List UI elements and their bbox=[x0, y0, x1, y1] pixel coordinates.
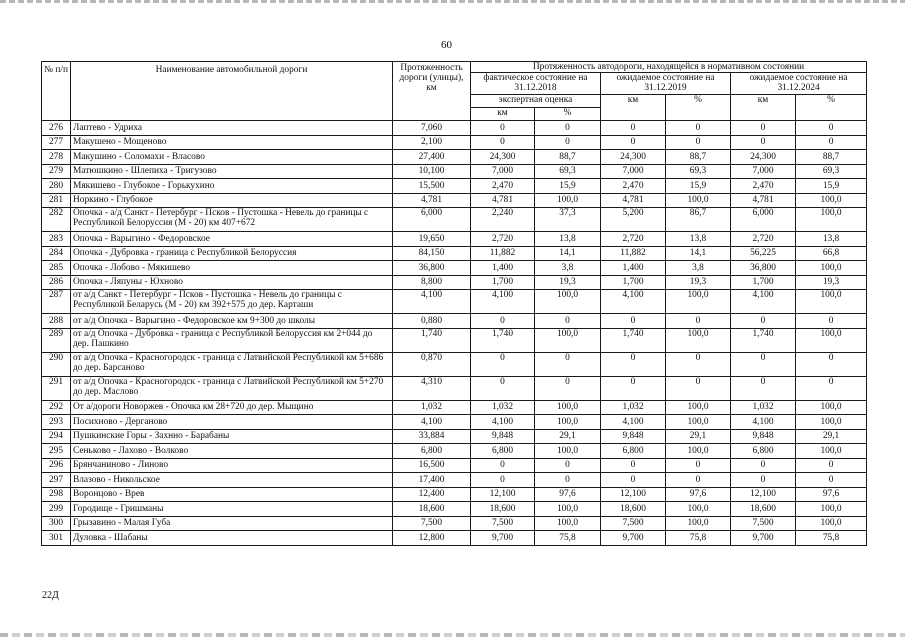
expected-2019-pct: 19,3 bbox=[666, 275, 731, 290]
actual-2018-pct: 88,7 bbox=[535, 150, 601, 165]
header-num: № п/п bbox=[42, 62, 71, 121]
expected-2019-pct: 0 bbox=[666, 352, 731, 376]
actual-2018-pct: 100,0 bbox=[535, 290, 601, 314]
expected-2019-pct: 100,0 bbox=[666, 193, 731, 208]
expected-2019-pct: 100,0 bbox=[666, 400, 731, 415]
expected-2024-km: 1,032 bbox=[731, 400, 796, 415]
expected-2019-pct: 15,9 bbox=[666, 179, 731, 194]
expected-2024-pct: 100,0 bbox=[796, 415, 867, 430]
row-number: 294 bbox=[42, 429, 71, 444]
expected-2024-km: 18,600 bbox=[731, 502, 796, 517]
table-row bbox=[42, 502, 867, 517]
expected-2024-km: 4,100 bbox=[731, 415, 796, 430]
scan-edge-top bbox=[0, 0, 905, 3]
road-length: 7,500 bbox=[393, 516, 471, 531]
expected-2024-pct: 0 bbox=[796, 121, 867, 136]
road-name: Сеньково - Лахово - Волково bbox=[71, 444, 393, 459]
header-actual-2018: фактическое состояние на 31.12.2018 bbox=[471, 73, 601, 95]
road-length: 0,870 bbox=[393, 352, 471, 376]
expected-2019-pct: 100,0 bbox=[666, 328, 731, 352]
row-number: 285 bbox=[42, 261, 71, 276]
table-row bbox=[42, 415, 867, 430]
road-length: 7,060 bbox=[393, 121, 471, 136]
expected-2024-km: 0 bbox=[731, 458, 796, 473]
header-expert: экспертная оценка bbox=[471, 95, 601, 108]
expected-2019-pct: 97,6 bbox=[666, 487, 731, 502]
expected-2024-pct: 100,0 bbox=[796, 261, 867, 276]
expected-2019-km: 1,740 bbox=[601, 328, 666, 352]
expected-2019-km: 9,700 bbox=[601, 531, 666, 546]
actual-2018-km: 0 bbox=[471, 135, 535, 150]
actual-2018-km: 1,032 bbox=[471, 400, 535, 415]
actual-2018-pct: 19,3 bbox=[535, 275, 601, 290]
table-row bbox=[42, 328, 867, 352]
actual-2018-km: 11,882 bbox=[471, 246, 535, 261]
expected-2024-km: 0 bbox=[731, 135, 796, 150]
road-name: Пушкинские Горы - Захнно - Барабаны bbox=[71, 429, 393, 444]
actual-2018-km: 0 bbox=[471, 352, 535, 376]
road-name: Опочка - Варыгино - Федоровское bbox=[71, 232, 393, 247]
actual-2018-pct: 0 bbox=[535, 352, 601, 376]
expected-2024-km: 6,000 bbox=[731, 208, 796, 232]
table-row bbox=[42, 179, 867, 194]
actual-2018-km: 24,300 bbox=[471, 150, 535, 165]
expected-2024-pct: 100,0 bbox=[796, 208, 867, 232]
expected-2024-pct: 100,0 bbox=[796, 516, 867, 531]
row-number: 283 bbox=[42, 232, 71, 247]
scan-edge-bottom bbox=[0, 633, 905, 637]
road-name: Опочка - Ляпуны - Юхново bbox=[71, 275, 393, 290]
row-number: 293 bbox=[42, 415, 71, 430]
expected-2024-km: 0 bbox=[731, 376, 796, 400]
table-row bbox=[42, 232, 867, 247]
expected-2019-km: 0 bbox=[601, 458, 666, 473]
expected-2019-pct: 100,0 bbox=[666, 502, 731, 517]
row-number: 298 bbox=[42, 487, 71, 502]
expected-2024-km: 2,470 bbox=[731, 179, 796, 194]
expected-2024-km: 2,720 bbox=[731, 232, 796, 247]
actual-2018-pct: 15,9 bbox=[535, 179, 601, 194]
road-name: Воронцово - Врев bbox=[71, 487, 393, 502]
actual-2018-km: 1,400 bbox=[471, 261, 535, 276]
road-name: от а/д Санкт - Петербург - Псков - Пустошка - Невель до границы с Республикой Беларусь (М - 20) км 392+575 до дер. Карташи bbox=[71, 290, 393, 314]
expected-2019-pct: 86,7 bbox=[666, 208, 731, 232]
road-length: 84,150 bbox=[393, 246, 471, 261]
expected-2024-pct: 0 bbox=[796, 135, 867, 150]
expected-2024-pct: 100,0 bbox=[796, 502, 867, 517]
actual-2018-pct: 100,0 bbox=[535, 415, 601, 430]
row-number: 278 bbox=[42, 150, 71, 165]
table-row bbox=[42, 121, 867, 136]
expected-2024-km: 4,100 bbox=[731, 290, 796, 314]
expected-2019-pct: 69,3 bbox=[666, 164, 731, 179]
table-row bbox=[42, 516, 867, 531]
road-length: 8,800 bbox=[393, 275, 471, 290]
expected-2019-pct: 13,8 bbox=[666, 232, 731, 247]
expected-2024-km: 12,100 bbox=[731, 487, 796, 502]
row-number: 301 bbox=[42, 531, 71, 546]
road-length: 19,650 bbox=[393, 232, 471, 247]
expected-2024-pct: 15,9 bbox=[796, 179, 867, 194]
row-number: 290 bbox=[42, 352, 71, 376]
header-pct-2019: % bbox=[666, 95, 731, 121]
expected-2024-pct: 88,7 bbox=[796, 150, 867, 165]
expected-2019-pct: 0 bbox=[666, 473, 731, 488]
row-number: 291 bbox=[42, 376, 71, 400]
actual-2018-km: 7,500 bbox=[471, 516, 535, 531]
actual-2018-pct: 100,0 bbox=[535, 444, 601, 459]
row-number: 295 bbox=[42, 444, 71, 459]
expected-2019-km: 12,100 bbox=[601, 487, 666, 502]
actual-2018-pct: 100,0 bbox=[535, 328, 601, 352]
header-km-2024: км bbox=[731, 95, 796, 121]
row-number: 282 bbox=[42, 208, 71, 232]
table-row bbox=[42, 275, 867, 290]
expected-2024-km: 6,800 bbox=[731, 444, 796, 459]
table-row bbox=[42, 531, 867, 546]
table-row bbox=[42, 352, 867, 376]
actual-2018-pct: 37,3 bbox=[535, 208, 601, 232]
expected-2019-km: 5,200 bbox=[601, 208, 666, 232]
actual-2018-pct: 0 bbox=[535, 458, 601, 473]
expected-2024-pct: 66,8 bbox=[796, 246, 867, 261]
actual-2018-km: 0 bbox=[471, 458, 535, 473]
row-number: 276 bbox=[42, 121, 71, 136]
row-number: 292 bbox=[42, 400, 71, 415]
road-length: 6,800 bbox=[393, 444, 471, 459]
table-row bbox=[42, 473, 867, 488]
expected-2019-pct: 75,8 bbox=[666, 531, 731, 546]
expected-2024-km: 4,781 bbox=[731, 193, 796, 208]
actual-2018-pct: 13,8 bbox=[535, 232, 601, 247]
table-row bbox=[42, 458, 867, 473]
expected-2019-pct: 3,8 bbox=[666, 261, 731, 276]
actual-2018-pct: 14,1 bbox=[535, 246, 601, 261]
actual-2018-pct: 69,3 bbox=[535, 164, 601, 179]
expected-2019-km: 11,882 bbox=[601, 246, 666, 261]
road-length: 12,400 bbox=[393, 487, 471, 502]
actual-2018-pct: 97,6 bbox=[535, 487, 601, 502]
road-name: Посихново - Дерганово bbox=[71, 415, 393, 430]
road-name: Грызавино - Малая Губа bbox=[71, 516, 393, 531]
road-length: 27,400 bbox=[393, 150, 471, 165]
header-km-2018: км bbox=[471, 108, 535, 121]
row-number: 297 bbox=[42, 473, 71, 488]
road-length: 0,880 bbox=[393, 314, 471, 329]
expected-2019-km: 4,100 bbox=[601, 290, 666, 314]
expected-2019-km: 7,000 bbox=[601, 164, 666, 179]
header-name: Наименование автомобильной дороги bbox=[71, 62, 393, 121]
table-row bbox=[42, 135, 867, 150]
road-name: Матюшкино - Шлепиха - Тригузово bbox=[71, 164, 393, 179]
road-length: 4,100 bbox=[393, 415, 471, 430]
expected-2024-km: 9,700 bbox=[731, 531, 796, 546]
actual-2018-km: 0 bbox=[471, 473, 535, 488]
road-name: от а/д Опочка - Красногородск - граница с Латвийской Республикой км 5+270 до дер. Маслово bbox=[71, 376, 393, 400]
actual-2018-km: 2,720 bbox=[471, 232, 535, 247]
expected-2019-km: 1,700 bbox=[601, 275, 666, 290]
road-name: от а/д Опочка - Красногородск - граница с Латвийской Республикой км 5+686 до дер. Барсаново bbox=[71, 352, 393, 376]
row-number: 300 bbox=[42, 516, 71, 531]
expected-2019-km: 4,781 bbox=[601, 193, 666, 208]
row-number: 296 bbox=[42, 458, 71, 473]
actual-2018-km: 9,700 bbox=[471, 531, 535, 546]
table-row bbox=[42, 261, 867, 276]
row-number: 289 bbox=[42, 328, 71, 352]
road-length: 16,500 bbox=[393, 458, 471, 473]
road-name: Дуловка - Шабаны bbox=[71, 531, 393, 546]
expected-2019-pct: 0 bbox=[666, 121, 731, 136]
road-length: 1,032 bbox=[393, 400, 471, 415]
row-number: 277 bbox=[42, 135, 71, 150]
actual-2018-pct: 0 bbox=[535, 473, 601, 488]
header-expected-2024: ожидаемое состояние на 31.12.2024 bbox=[731, 73, 867, 95]
expected-2024-km: 0 bbox=[731, 314, 796, 329]
expected-2019-pct: 88,7 bbox=[666, 150, 731, 165]
expected-2019-pct: 100,0 bbox=[666, 415, 731, 430]
road-name: От а/дороги Новоржев - Опочка км 28+720 до дер. Мыщино bbox=[71, 400, 393, 415]
expected-2019-km: 0 bbox=[601, 473, 666, 488]
road-name: Городище - Гришманы bbox=[71, 502, 393, 517]
expected-2024-km: 1,700 bbox=[731, 275, 796, 290]
road-length: 17,400 bbox=[393, 473, 471, 488]
actual-2018-pct: 0 bbox=[535, 121, 601, 136]
expected-2024-km: 36,800 bbox=[731, 261, 796, 276]
road-name: Макушино - Соломахи - Власово bbox=[71, 150, 393, 165]
expected-2024-pct: 100,0 bbox=[796, 290, 867, 314]
table-row bbox=[42, 444, 867, 459]
expected-2019-km: 0 bbox=[601, 352, 666, 376]
road-name: Опочка - Дубровка - граница с Республикой Белоруссия bbox=[71, 246, 393, 261]
expected-2019-km: 0 bbox=[601, 121, 666, 136]
road-name: Опочка - Лобово - Мякишево bbox=[71, 261, 393, 276]
row-number: 280 bbox=[42, 179, 71, 194]
expected-2024-km: 0 bbox=[731, 473, 796, 488]
expected-2019-km: 2,720 bbox=[601, 232, 666, 247]
road-name: Макушено - Мощеново bbox=[71, 135, 393, 150]
table-row bbox=[42, 150, 867, 165]
actual-2018-km: 2,470 bbox=[471, 179, 535, 194]
expected-2024-pct: 75,8 bbox=[796, 531, 867, 546]
actual-2018-km: 4,100 bbox=[471, 290, 535, 314]
road-length: 4,100 bbox=[393, 290, 471, 314]
actual-2018-pct: 29,1 bbox=[535, 429, 601, 444]
expected-2024-pct: 100,0 bbox=[796, 400, 867, 415]
row-number: 299 bbox=[42, 502, 71, 517]
table-row bbox=[42, 400, 867, 415]
road-name: от а/д Опочка - Дубровка - граница с Республикой Белоруссия км 2+044 до дер. Пашкино bbox=[71, 328, 393, 352]
actual-2018-pct: 100,0 bbox=[535, 516, 601, 531]
expected-2019-km: 6,800 bbox=[601, 444, 666, 459]
footer-code: 22Д bbox=[42, 590, 59, 601]
actual-2018-pct: 100,0 bbox=[535, 400, 601, 415]
table-row bbox=[42, 164, 867, 179]
road-length: 4,310 bbox=[393, 376, 471, 400]
table-row bbox=[42, 429, 867, 444]
header-km-2019: км bbox=[601, 95, 666, 121]
expected-2019-pct: 14,1 bbox=[666, 246, 731, 261]
actual-2018-pct: 100,0 bbox=[535, 193, 601, 208]
table-row bbox=[42, 290, 867, 314]
actual-2018-pct: 3,8 bbox=[535, 261, 601, 276]
header-length: Протяженность дороги (улицы), км bbox=[393, 62, 471, 121]
expected-2024-km: 0 bbox=[731, 121, 796, 136]
road-length: 33,884 bbox=[393, 429, 471, 444]
road-length: 18,600 bbox=[393, 502, 471, 517]
expected-2019-km: 24,300 bbox=[601, 150, 666, 165]
actual-2018-km: 9,848 bbox=[471, 429, 535, 444]
road-length: 6,000 bbox=[393, 208, 471, 232]
expected-2019-km: 0 bbox=[601, 314, 666, 329]
actual-2018-km: 1,740 bbox=[471, 328, 535, 352]
actual-2018-km: 7,000 bbox=[471, 164, 535, 179]
road-name: Влазово - Никольское bbox=[71, 473, 393, 488]
table-row bbox=[42, 246, 867, 261]
expected-2024-km: 56,225 bbox=[731, 246, 796, 261]
expected-2024-pct: 0 bbox=[796, 473, 867, 488]
expected-2019-km: 18,600 bbox=[601, 502, 666, 517]
expected-2024-km: 7,500 bbox=[731, 516, 796, 531]
expected-2019-km: 7,500 bbox=[601, 516, 666, 531]
roads-table bbox=[41, 61, 867, 546]
page-number: 60 bbox=[441, 39, 452, 51]
road-length: 10,100 bbox=[393, 164, 471, 179]
expected-2019-pct: 100,0 bbox=[666, 444, 731, 459]
row-number: 284 bbox=[42, 246, 71, 261]
expected-2024-pct: 100,0 bbox=[796, 444, 867, 459]
row-number: 281 bbox=[42, 193, 71, 208]
expected-2024-pct: 0 bbox=[796, 376, 867, 400]
expected-2024-pct: 0 bbox=[796, 458, 867, 473]
actual-2018-pct: 0 bbox=[535, 135, 601, 150]
row-number: 287 bbox=[42, 290, 71, 314]
expected-2024-pct: 0 bbox=[796, 352, 867, 376]
row-number: 286 bbox=[42, 275, 71, 290]
expected-2019-pct: 29,1 bbox=[666, 429, 731, 444]
expected-2019-pct: 0 bbox=[666, 135, 731, 150]
actual-2018-pct: 0 bbox=[535, 314, 601, 329]
expected-2019-km: 1,032 bbox=[601, 400, 666, 415]
road-name: Брянчаниново - Линово bbox=[71, 458, 393, 473]
road-length: 1,740 bbox=[393, 328, 471, 352]
road-name: Лаптево - Удриха bbox=[71, 121, 393, 136]
row-number: 288 bbox=[42, 314, 71, 329]
expected-2024-pct: 13,8 bbox=[796, 232, 867, 247]
actual-2018-km: 12,100 bbox=[471, 487, 535, 502]
expected-2024-km: 24,300 bbox=[731, 150, 796, 165]
road-length: 2,100 bbox=[393, 135, 471, 150]
actual-2018-km: 2,240 bbox=[471, 208, 535, 232]
table-row bbox=[42, 193, 867, 208]
actual-2018-km: 0 bbox=[471, 376, 535, 400]
actual-2018-km: 6,800 bbox=[471, 444, 535, 459]
actual-2018-km: 0 bbox=[471, 314, 535, 329]
road-length: 15,500 bbox=[393, 179, 471, 194]
expected-2024-km: 9,848 bbox=[731, 429, 796, 444]
expected-2024-pct: 0 bbox=[796, 314, 867, 329]
actual-2018-pct: 75,8 bbox=[535, 531, 601, 546]
table-row bbox=[42, 314, 867, 329]
header-pct-2024: % bbox=[796, 95, 867, 121]
actual-2018-pct: 100,0 bbox=[535, 502, 601, 517]
actual-2018-pct: 0 bbox=[535, 376, 601, 400]
expected-2019-km: 0 bbox=[601, 135, 666, 150]
header-pct-2018: % bbox=[535, 108, 601, 121]
road-name: Мякишево - Глубокое - Горькухино bbox=[71, 179, 393, 194]
actual-2018-km: 4,100 bbox=[471, 415, 535, 430]
expected-2024-pct: 100,0 bbox=[796, 193, 867, 208]
expected-2019-pct: 0 bbox=[666, 376, 731, 400]
expected-2019-pct: 0 bbox=[666, 314, 731, 329]
table-row bbox=[42, 376, 867, 400]
expected-2024-km: 1,740 bbox=[731, 328, 796, 352]
expected-2024-km: 0 bbox=[731, 352, 796, 376]
table-row bbox=[42, 208, 867, 232]
expected-2019-km: 1,400 bbox=[601, 261, 666, 276]
expected-2024-pct: 69,3 bbox=[796, 164, 867, 179]
road-name: от а/д Опочка - Варыгино - Федоровское км 9+300 до школы bbox=[71, 314, 393, 329]
expected-2019-km: 0 bbox=[601, 376, 666, 400]
expected-2019-pct: 100,0 bbox=[666, 290, 731, 314]
row-number: 279 bbox=[42, 164, 71, 179]
road-length: 12,800 bbox=[393, 531, 471, 546]
actual-2018-km: 1,700 bbox=[471, 275, 535, 290]
road-length: 4,781 bbox=[393, 193, 471, 208]
table-row bbox=[42, 487, 867, 502]
expected-2024-pct: 19,3 bbox=[796, 275, 867, 290]
header-normative: Протяженность автодороги, находящейся в нормативном состоянии bbox=[471, 62, 867, 73]
header-expected-2019: ожидаемое состояние на 31.12.2019 bbox=[601, 73, 731, 95]
expected-2024-pct: 97,6 bbox=[796, 487, 867, 502]
actual-2018-km: 0 bbox=[471, 121, 535, 136]
expected-2024-km: 7,000 bbox=[731, 164, 796, 179]
expected-2019-km: 4,100 bbox=[601, 415, 666, 430]
actual-2018-km: 18,600 bbox=[471, 502, 535, 517]
expected-2019-pct: 0 bbox=[666, 458, 731, 473]
expected-2024-pct: 29,1 bbox=[796, 429, 867, 444]
expected-2019-km: 2,470 bbox=[601, 179, 666, 194]
expected-2019-km: 9,848 bbox=[601, 429, 666, 444]
road-name: Норкино - Глубокое bbox=[71, 193, 393, 208]
road-length: 36,800 bbox=[393, 261, 471, 276]
road-name: Опочка - а/д Санкт - Петербург - Псков - Пустошка - Невель до границы с Республикой Белоруссия (М - 20) км 407+672 bbox=[71, 208, 393, 232]
expected-2019-pct: 100,0 bbox=[666, 516, 731, 531]
expected-2024-pct: 100,0 bbox=[796, 328, 867, 352]
actual-2018-km: 4,781 bbox=[471, 193, 535, 208]
